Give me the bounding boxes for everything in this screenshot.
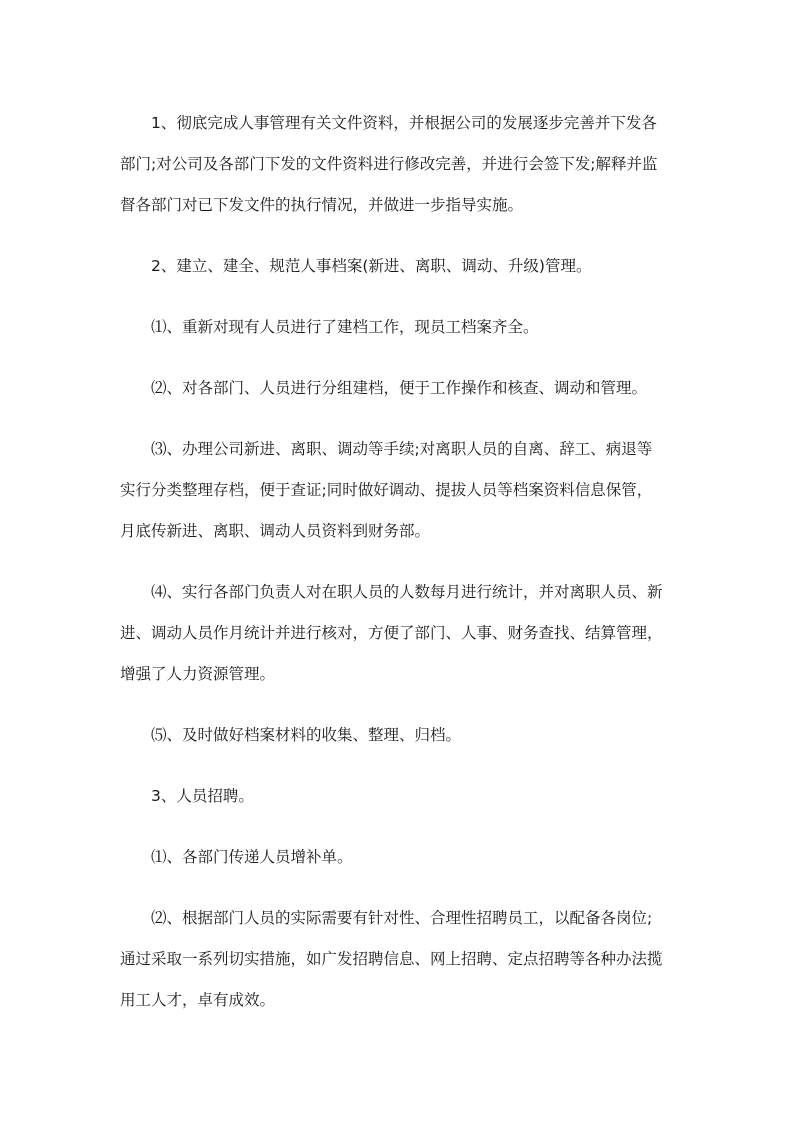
text-line: 2、建立、建全、规范人事档案(新进、离职、调动、升级)管理。 xyxy=(151,257,592,275)
text-line: 通过采取一系列切实措施，如广发招聘信息、网上招聘、定点招聘等各种办法揽 xyxy=(120,950,663,968)
paragraph-6 xyxy=(120,572,676,695)
paragraph-10 xyxy=(120,898,676,1021)
text-line: 3、人员招聘。 xyxy=(151,787,254,805)
paragraph-9 xyxy=(120,837,676,878)
text-line: ⑵、对各部门、人员进行分组建档，便于工作操作和核查、调动和管理。 xyxy=(151,379,648,397)
paragraph-1 xyxy=(120,103,676,226)
text-line: ⑵、根据部门人员的实际需要有针对性、合理性招聘员工，以配备各岗位; xyxy=(151,909,653,927)
paragraph-7 xyxy=(120,715,676,756)
paragraph-8 xyxy=(120,776,676,817)
text-line: 用工人才，卓有成效。 xyxy=(120,991,276,1009)
text-line: ⑴、重新对现有人员进行了建档工作，现员工档案齐全。 xyxy=(151,318,539,336)
text-line: 部门;对公司及各部门下发的文件资料进行修改完善，并进行会签下发;解释并监 xyxy=(120,155,658,173)
text-line: ⑸、及时做好档案材料的收集、整理、归档。 xyxy=(151,726,462,744)
text-line: 月底传新进、离职、调动人员资料到财务部。 xyxy=(120,522,431,540)
text-line: 1、彻底完成人事管理有关文件资料，并根据公司的发展逐步完善并下发各 xyxy=(151,114,657,132)
text-line: 督各部门对已下发文件的执行情况，并做进一步指导实施。 xyxy=(120,196,524,214)
paragraph-4 xyxy=(120,368,676,409)
paragraph-5 xyxy=(120,429,676,552)
text-line: ⑶、办理公司新进、离职、调动等手续;对离职人员的自离、辞工、病退等 xyxy=(151,440,653,458)
text-line: 增强了人力资源管理。 xyxy=(120,665,276,683)
text-line: ⑷、实行各部门负责人对在职人员的人数每月进行统计，并对离职人员、新 xyxy=(151,583,663,601)
paragraph-3 xyxy=(120,307,676,348)
text-line: 实行分类整理存档，便于查证;同时做好调动、提拔人员等档案资料信息保管， xyxy=(120,481,653,499)
text-line: ⑴、各部门传递人员增补单。 xyxy=(151,848,353,866)
document-body xyxy=(120,103,676,1041)
paragraph-2 xyxy=(120,246,676,287)
text-line: 进、调动人员作月统计并进行核对，方便了部门、人事、财务查找、结算管理， xyxy=(120,624,663,642)
